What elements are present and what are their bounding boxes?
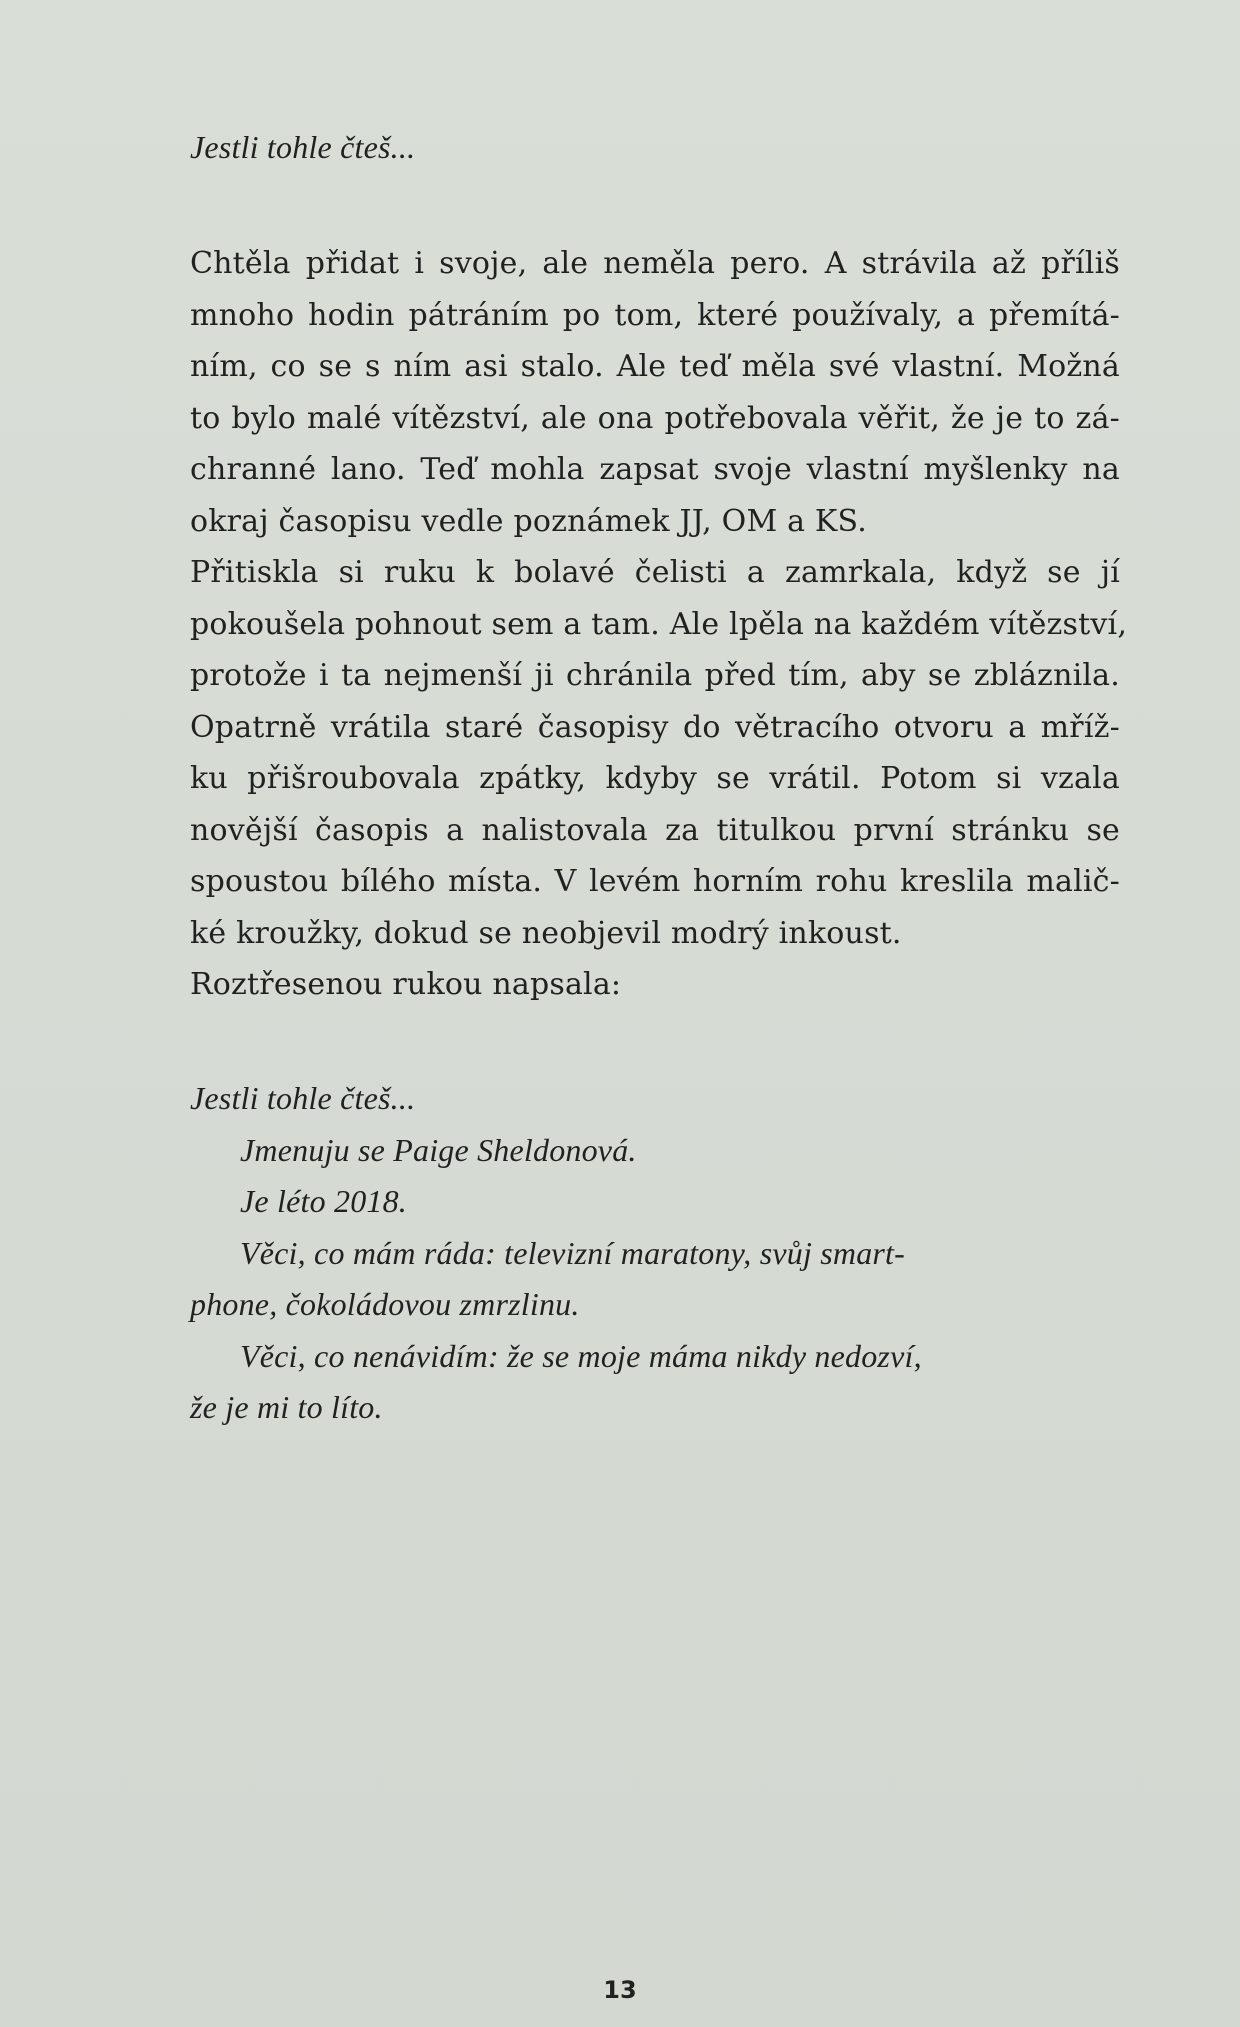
text-line: spoustou bílého místa. V levém horním rohu kreslila malič- [190,864,1120,899]
text-line: Opatrně vrátila staré časopisy do větracího otvoru a mříž- [190,710,1120,745]
text-line: Chtěla přidat i svoje, ale neměla pero. A strávila až příliš [190,246,1120,281]
note-opening: Jestli tohle čteš... [190,1080,416,1116]
note-line: Jmenuju se Paige Sheldonová. [240,1132,637,1168]
note-line: phone, čokoládovou zmrzlinu. [190,1286,580,1322]
page-number: 13 [603,1976,637,2004]
text-line: okraj časopisu vedle poznámek JJ, OM a KS. [190,504,867,539]
text-line: protože i ta nejmenší ji chránila před tím, aby se zbláznila. [190,658,1120,693]
text-line: ku přišroubovala zpátky, kdyby se vrátil. Potom si vzala [190,761,1120,796]
text-line: ké kroužky, dokud se neobjevil modrý inkoust. [190,916,902,951]
text-line: Roztřesenou rukou napsala: [190,967,622,1002]
note-line: Je léto 2018. [240,1183,407,1219]
chapter-heading: Jestli tohle čteš... [190,129,416,165]
text-line: novější časopis a nalistovala za titulkou první stránku se [190,813,1120,848]
text-line: pokoušela pohnout sem a tam. Ale lpěla na každém vítězství, [190,607,1128,642]
note-line: Věci, co nenávidím: že se moje máma nikdy nedozví, [240,1338,922,1374]
note-line: Věci, co mám ráda: televizní maratony, svůj smart- [240,1235,905,1271]
note-line: že je mi to líto. [190,1389,383,1425]
text-line: Přitiskla si ruku k bolavé čelisti a zamrkala, když se jí [190,555,1120,590]
text-line: ním, co se s ním asi stalo. Ale teď měla své vlastní. Možná [190,349,1120,384]
text-line: to bylo malé vítězství, ale ona potřebovala věřit, že je to zá- [190,401,1120,436]
text-line: chranné lano. Teď mohla zapsat svoje vlastní myšlenky na [190,452,1120,487]
text-line: mnoho hodin pátráním po tom, které používaly, a přemítá- [190,298,1120,333]
